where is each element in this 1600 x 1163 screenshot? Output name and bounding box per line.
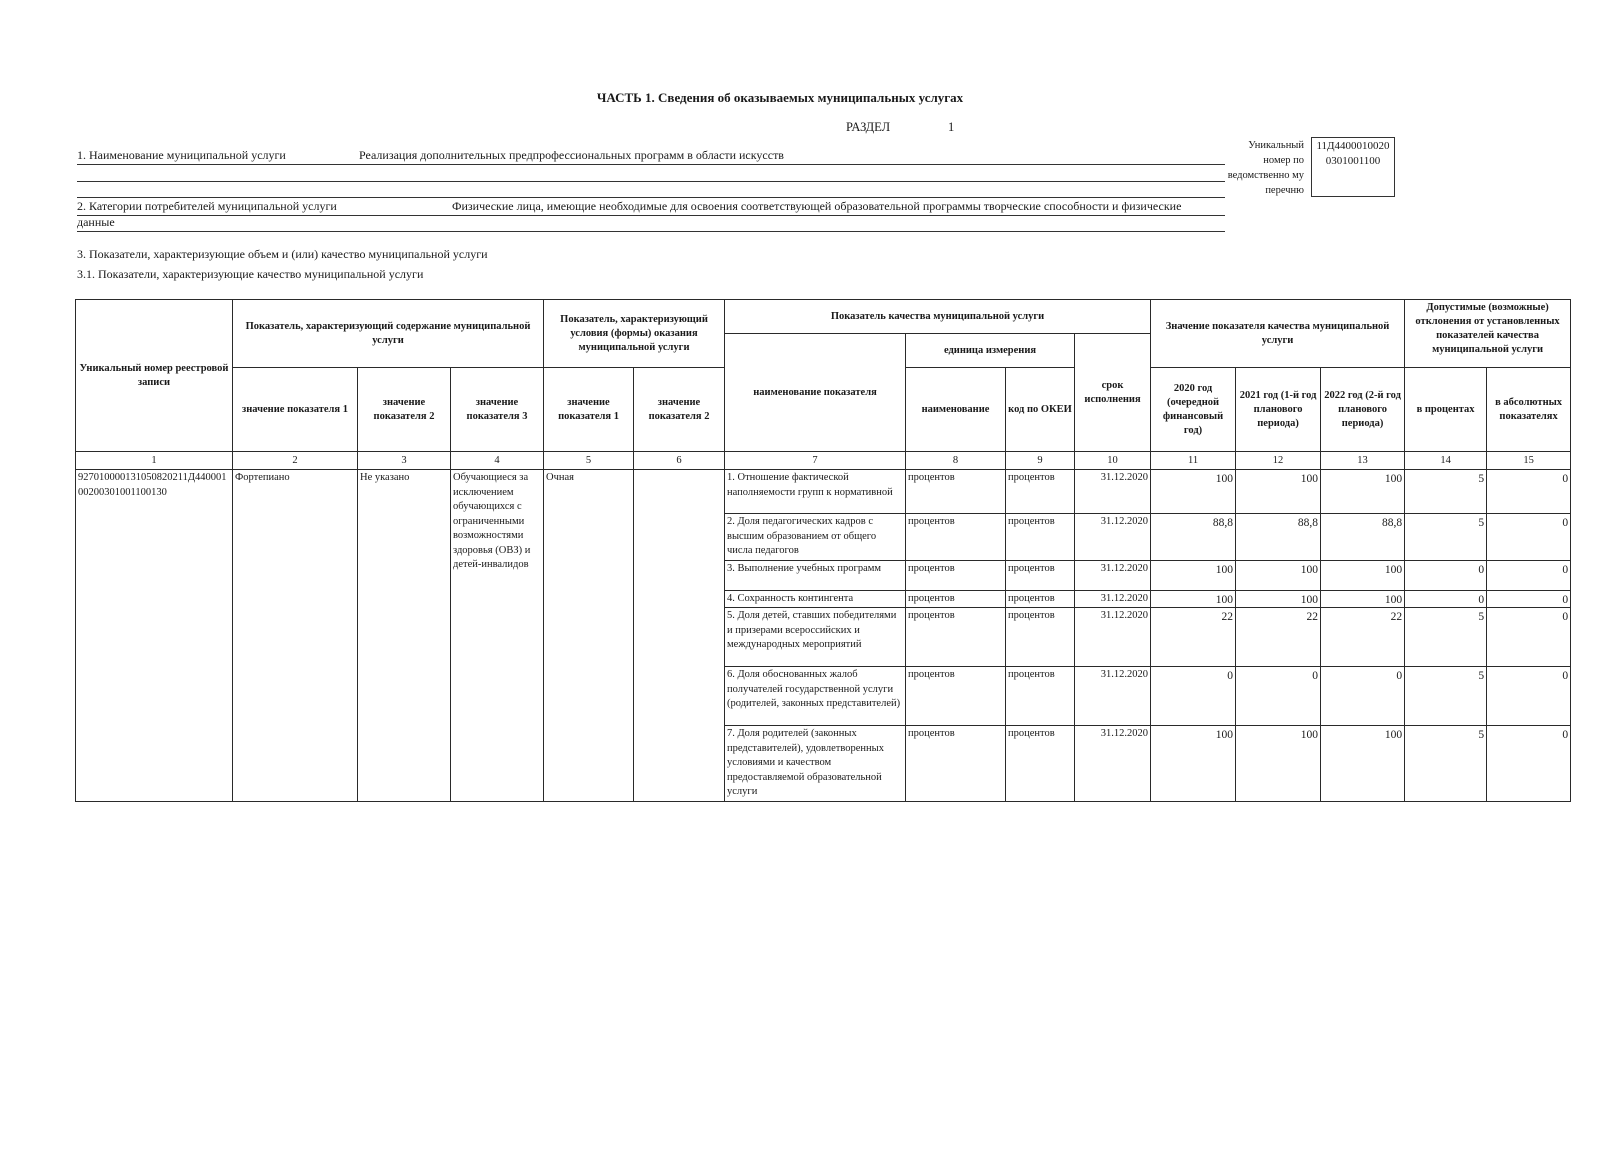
section-3-label: 3. Показатели, характеризующие объем и (или) качество муниципальной услуги [77,247,488,261]
deviation-percent: 5 [1405,667,1487,726]
deviation-absolute: 0 [1487,470,1571,514]
header-conditions-group: Показатель, характеризующий условия (формы) оказания муниципальной услуги [544,300,725,368]
deviation-percent: 0 [1405,590,1487,608]
value-2021: 100 [1236,726,1321,802]
deviation-percent: 5 [1405,470,1487,514]
column-number: 12 [1236,452,1321,470]
column-number: 4 [451,452,544,470]
unit-code: процентов [1006,726,1075,802]
value-2020: 100 [1151,726,1236,802]
underline [77,197,1225,198]
deadline: 31.12.2020 [1075,470,1151,514]
value-2020: 22 [1151,608,1236,667]
unit-name: процентов [906,726,1006,802]
header-year-2022: 2022 год (2-й год планового периода) [1321,368,1405,452]
content-value-2: Не указано [358,470,451,802]
unique-number-box: 11Д44000100200301001100 [1311,137,1395,197]
conditions-value-1: Очная [544,470,634,802]
value-2020: 100 [1151,590,1236,608]
service-name-label: 1. Наименование муниципальной услуги [77,148,286,162]
unique-number-label: Уникальный номер по ведомственно му перечню [1227,140,1304,196]
consumer-label: 2. Категории потребителей муниципальной услуги [77,199,337,213]
section-3-1-label: 3.1. Показатели, характеризующие качество муниципальной услуги [77,267,424,281]
table-row [76,470,1571,514]
value-2022: 100 [1321,726,1405,802]
service-name-value: Реализация дополнительных предпрофессиональных программ в области искусств [359,148,784,162]
unit-code: процентов [1006,514,1075,561]
unit-name: процентов [906,514,1006,561]
deadline: 31.12.2020 [1075,514,1151,561]
deviation-absolute: 0 [1487,590,1571,608]
column-number: 13 [1321,452,1405,470]
value-2021: 100 [1236,590,1321,608]
header-year-2020: 2020 год (очередной финансовый год) [1151,368,1236,452]
value-2021: 22 [1236,608,1321,667]
value-2020: 100 [1151,560,1236,590]
header-content-3: значение показателя 3 [451,368,544,452]
deviation-percent: 5 [1405,726,1487,802]
value-2020: 88,8 [1151,514,1236,561]
indicator-name: 2. Доля педагогических кадров с высшим образованием от общего числа педагогов [725,514,906,561]
header-registry: Уникальный номер реестровой записи [76,300,233,452]
value-2021: 100 [1236,560,1321,590]
column-number: 3 [358,452,451,470]
unit-name: процентов [906,470,1006,514]
column-number: 5 [544,452,634,470]
header-unit-code: код по ОКЕИ [1006,368,1075,452]
unit-code: процентов [1006,470,1075,514]
header-year-2021: 2021 год (1-й год планового периода) [1236,368,1321,452]
section-number: 1 [948,120,955,134]
header-indicator-name: наименование показателя [725,334,906,452]
consumer-value-continuation: данные [77,215,115,229]
indicator-name: 5. Доля детей, ставших победителями и призерами всероссийских и международных мероприятий [725,608,906,667]
indicator-name: 3. Выполнение учебных программ [725,560,906,590]
column-number: 14 [1405,452,1487,470]
value-2021: 0 [1236,667,1321,726]
column-number: 10 [1075,452,1151,470]
unit-name: процентов [906,590,1006,608]
indicator-name: 7. Доля родителей (законных представителей), удовлетворенных условиями и качеством предоставляемой образовательной услуги [725,726,906,802]
deviation-absolute: 0 [1487,560,1571,590]
underline [77,215,1225,216]
deadline: 31.12.2020 [1075,726,1151,802]
underline [77,231,1225,232]
section-label: РАЗДЕЛ [846,120,891,134]
indicator-name: 1. Отношение фактической наполняемости групп к нормативной [725,470,906,514]
column-number: 8 [906,452,1006,470]
indicator-name: 6. Доля обоснованных жалоб получателей государственной услуги (родителей, законных представителей) [725,667,906,726]
value-2021: 88,8 [1236,514,1321,561]
conditions-value-2 [634,470,725,802]
value-2020: 100 [1151,470,1236,514]
unit-name: процентов [906,560,1006,590]
consumer-value: Физические лица, имеющие необходимые для освоения соответствующей образовательной программы творческие способности и физические [452,199,1182,213]
value-2022: 0 [1321,667,1405,726]
column-number: 15 [1487,452,1571,470]
deadline: 31.12.2020 [1075,667,1151,726]
deadline: 31.12.2020 [1075,560,1151,590]
unit-name: процентов [906,667,1006,726]
column-number: 7 [725,452,906,470]
header-content-1: значение показателя 1 [233,368,358,452]
value-2020: 0 [1151,667,1236,726]
value-2022: 100 [1321,590,1405,608]
quality-indicators-table [75,299,1571,802]
column-number: 11 [1151,452,1236,470]
header-unit-group: единица измерения [906,334,1075,368]
header-conditions-2: значение показателя 2 [634,368,725,452]
header-percent: в процентах [1405,368,1487,452]
content-value-1: Фортепиано [233,470,358,802]
unit-code: процентов [1006,560,1075,590]
value-2022: 88,8 [1321,514,1405,561]
column-number: 2 [233,452,358,470]
deviation-percent: 5 [1405,514,1487,561]
deadline: 31.12.2020 [1075,608,1151,667]
column-number: 1 [76,452,233,470]
header-absolute: в абсолютных показателях [1487,368,1571,452]
content-value-3: Обучающиеся за исключением обучающихся с ограниченными возможностями здоровья (ОВЗ) и детей-инвалидов [451,470,544,802]
unit-code: процентов [1006,590,1075,608]
value-2022: 100 [1321,560,1405,590]
header-content-2: значение показателя 2 [358,368,451,452]
column-number: 9 [1006,452,1075,470]
deadline: 31.12.2020 [1075,590,1151,608]
underline [77,181,1225,182]
value-2021: 100 [1236,470,1321,514]
deviation-absolute: 0 [1487,726,1571,802]
unit-code: процентов [1006,667,1075,726]
registry-number: 927010000131050820211Д44000100200301001100130 [76,470,233,802]
header-conditions-1: значение показателя 1 [544,368,634,452]
indicator-name: 4. Сохранность контингента [725,590,906,608]
page-title: ЧАСТЬ 1. Сведения об оказываемых муниципальных услугах [596,90,964,105]
deviation-absolute: 0 [1487,667,1571,726]
deviation-absolute: 0 [1487,608,1571,667]
underline [77,164,1225,165]
header-quality-group: Показатель качества муниципальной услуги [725,300,1151,334]
column-number: 6 [634,452,725,470]
value-2022: 22 [1321,608,1405,667]
header-unit-name: наименование [906,368,1006,452]
unit-name: процентов [906,608,1006,667]
header-deviation-group: Допустимые (возможные) отклонения от установленных показателей качества муниципальной услуги [1405,300,1571,368]
header-content-group: Показатель, характеризующий содержание муниципальной услуги [233,300,544,368]
deviation-percent: 0 [1405,560,1487,590]
unit-code: процентов [1006,608,1075,667]
deviation-absolute: 0 [1487,514,1571,561]
header-deadline: срок исполнения [1075,334,1151,452]
deviation-percent: 5 [1405,608,1487,667]
header-values-group: Значение показателя качества муниципальной услуги [1151,300,1405,368]
value-2022: 100 [1321,470,1405,514]
